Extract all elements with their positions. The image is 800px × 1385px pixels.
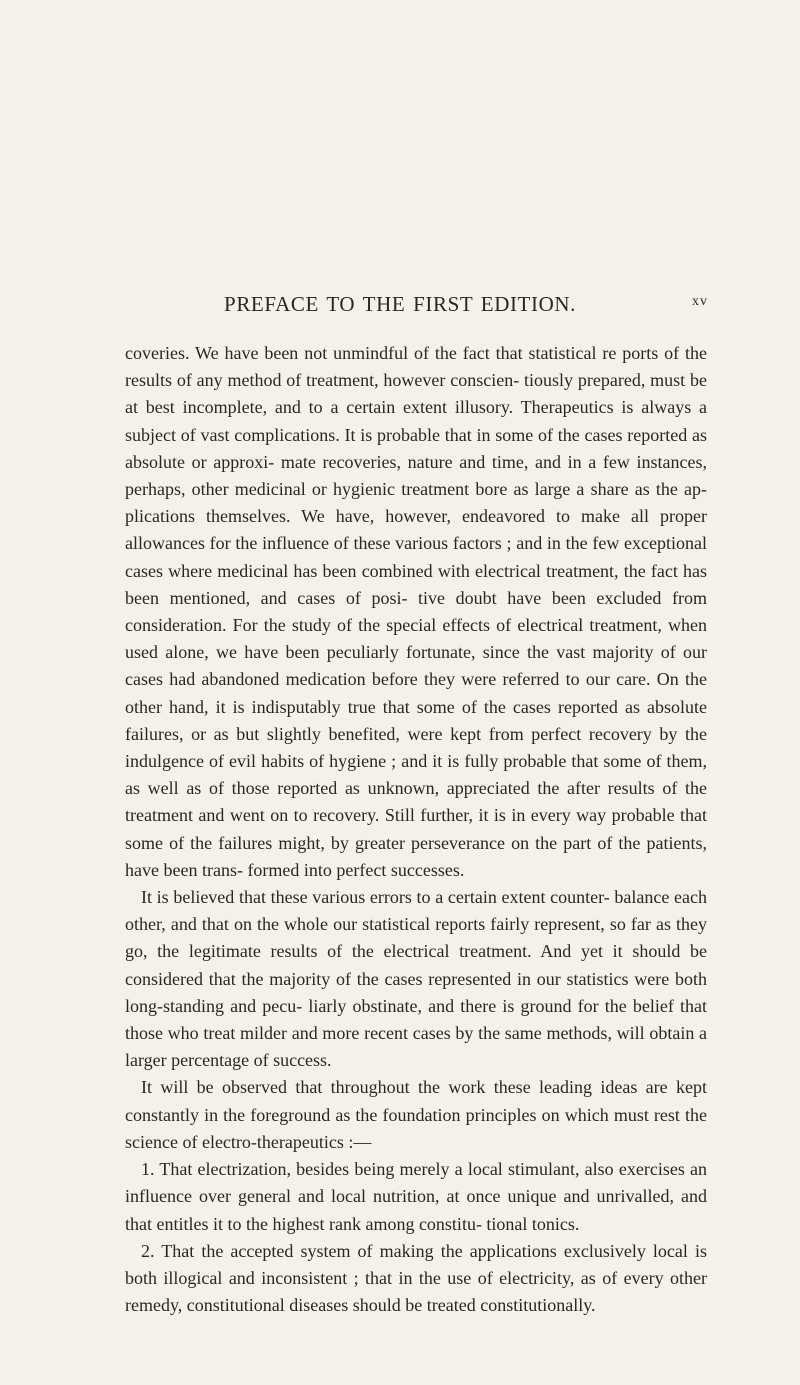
- running-title: PREFACE TO THE FIRST EDITION.: [224, 292, 576, 316]
- numbered-principle-1: 1. That electrization, besides being merely a local stimulant, also exercises an influence over general and local nutrition, at once unique and unrivalled, and that entitles it to the highest rank among constitu- tional tonics.: [125, 1159, 707, 1234]
- paragraph-errors-counterbalance: It is believed that these various errors to a certain extent counter- balance each other, and that on the whole our statistical reports fairly represent, so far as they go, the legitimate results of the electrical treatment. And yet it should be considered that the majority of the cases represented in our statistics were both long-standing and pecu- liarly obstinate, and there is ground for the belief that those who treat milder and more recent cases by the same methods, will obtain a larger percentage of success.: [125, 887, 707, 1071]
- body-text: [125, 340, 707, 1319]
- running-header: [0, 292, 800, 322]
- numbered-principle-2: 2. That the accepted system of making the applications exclusively local is both illogical and inconsistent ; that in the use of electricity, as of every other remedy, constitutional diseases should be treated constitutionally.: [125, 1240, 707, 1316]
- page-number: xv: [692, 294, 708, 309]
- paragraph-leading-ideas: It will be observed that throughout the work these leading ideas are kept constantly in the foreground as the foundation principles on which must rest the science of electro-therapeutics :—: [125, 1077, 707, 1152]
- paragraph-statistics-caveats: coveries. We have been not unmindful of the fact that statistical re ports of the results of any method of treatment, however conscien- tiously prepared, must be at best incomplete, and to a certain extent illusory. Therapeutics is always a subject of vast complications. It is probable that in some of the cases reported as absolute or approxi- mate recoveries, nature and time, and in a few instances, perhaps, other medicinal or hygienic treatment bore as large a share as the ap- plications themselves. We have, however, endeavored to make all proper allowances for the influence of these various factors ; and in the few exceptional cases where medicinal has been combined with electrical treatment, the fact has been mentioned, and cases of posi- tive doubt have been excluded from consideration. For the study of the special effects of electrical treatment, when used alone, we have been peculiarly fortunate, since the vast majority of our cases had abandoned medication before they were referred to our care. On the other hand, it is indisputably true that some of the cases reported as absolute failures, or as but slightly benefited, were kept from perfect recovery by the indulgence of evil habits of hygiene ; and it is fully probable that some of them, as well as of those reported as unknown, appreciated the after results of the treatment and went on to recovery. Still further, it is in every way probable that some of the failures might, by greater perseverance on the part of the patients, have been trans- formed into perfect successes.: [125, 343, 707, 880]
